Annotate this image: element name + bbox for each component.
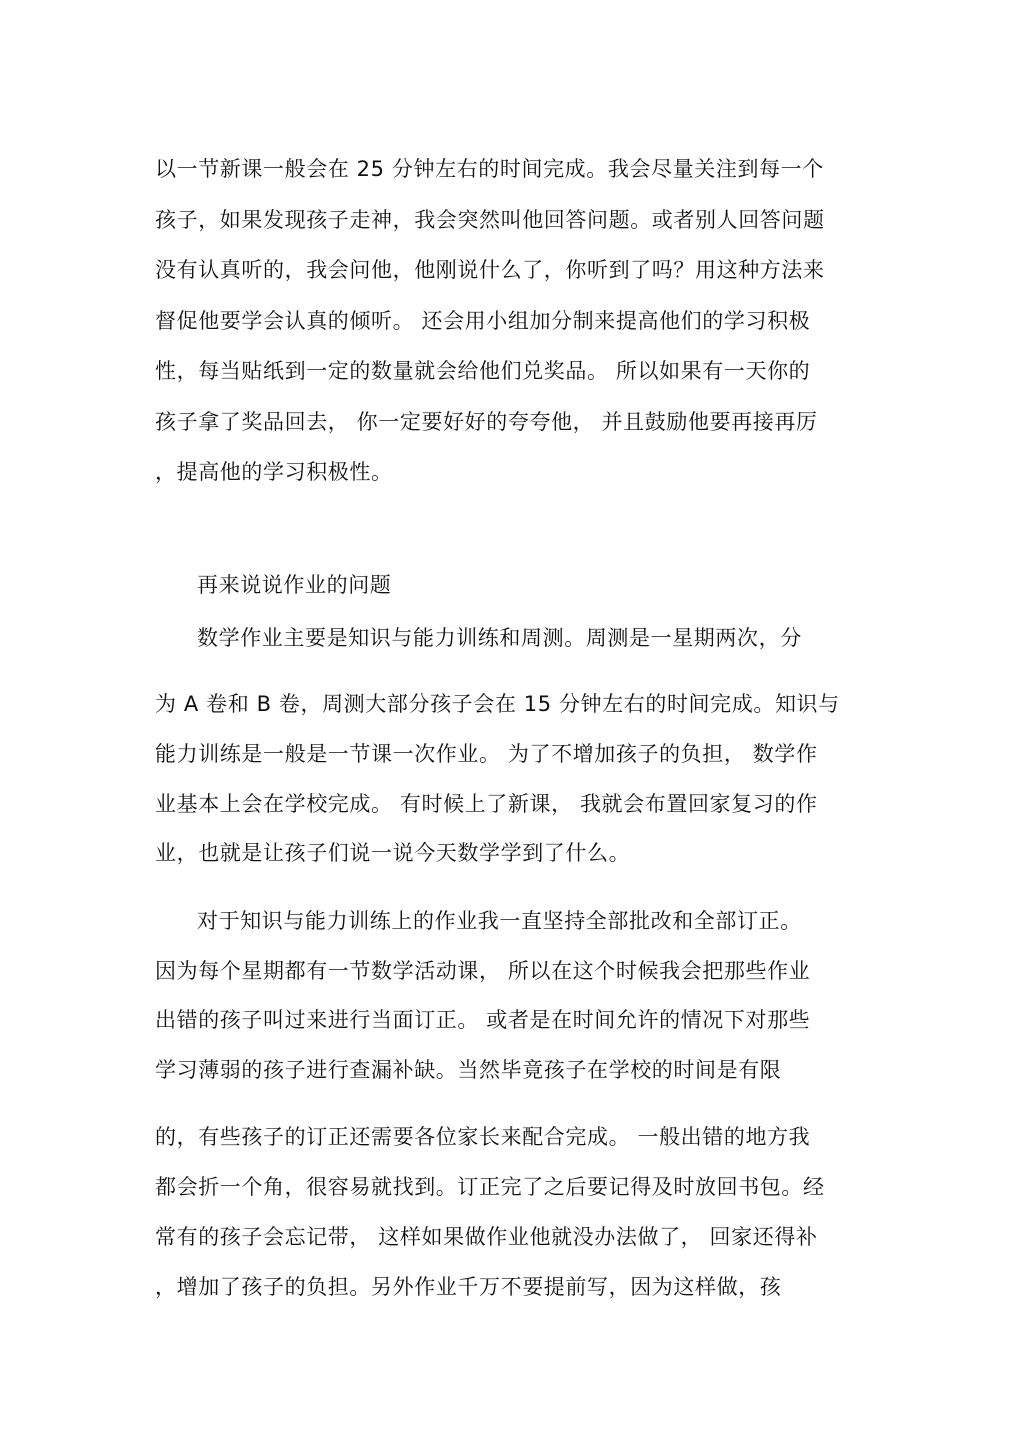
text-line: 为 A 卷和 B 卷，周测大部分孩子会在 15 分钟左右的时间完成。知识与 [155,692,840,716]
text-line: 学习薄弱的孩子进行查漏补缺。当然毕竟孩子在学校的时间是有限 [155,1058,782,1082]
text-line: 常有的孩子会忘记带， 这样如果做作业他就没办法做了， 回家还得补 [155,1225,818,1249]
text-line: 能力训练是一般是一节课一次作业。 为了不增加孩子的负担， 数学作 [155,742,818,766]
text-line: 因为每个星期都有一节数学活动课， 所以在这个时候我会把那些作业 [155,959,811,983]
section-heading: 再来说说作业的问题 [197,573,392,597]
text-line: ，提高他的学习积极性。 [155,460,393,484]
text-line: 孩子拿了奖品回去， 你一定要好好的夸夸他， 并且鼓励他要再接再厉 [155,410,818,434]
text-line: ，增加了孩子的负担。另外作业千万不要提前写，因为这样做，孩 [155,1275,782,1299]
text-line: 对于知识与能力训练上的作业我一直坚持全部批改和全部订正。 [197,909,802,933]
text-line: 的，有些孩子的订正还需要各位家长来配合完成。 一般出错的地方我 [155,1125,811,1149]
text-line: 以一节新课一般会在 25 分钟左右的时间完成。我会尽量关注到每一个 [155,157,824,181]
text-line: 孩子，如果发现孩子走神，我会突然叫他回答问题。或者别人回答问题 [155,208,825,232]
text-line: 都会折一个角，很容易就找到。订正完了之后要记得及时放回书包。经 [155,1175,825,1199]
text-line: 数学作业主要是知识与能力训练和周测。周测是一星期两次，分 [197,626,802,650]
text-line: 没有认真听的，我会问他，他刚说什么了，你听到了吗？用这种方法来 [155,258,825,282]
text-line: 性，每当贴纸到一定的数量就会给他们兑奖品。 所以如果有一天你的 [155,359,811,383]
text-line: 业，也就是让孩子们说一说今天数学学到了什么。 [155,841,631,865]
text-line: 出错的孩子叫过来进行当面订正。 或者是在时间允许的情况下对那些 [155,1008,811,1032]
text-line: 业基本上会在学校完成。 有时候上了新课， 我就会布置回家复习的作 [155,792,818,816]
text-line: 督促他要学会认真的倾听。 还会用小组加分制来提高他们的学习积极 [155,309,811,333]
